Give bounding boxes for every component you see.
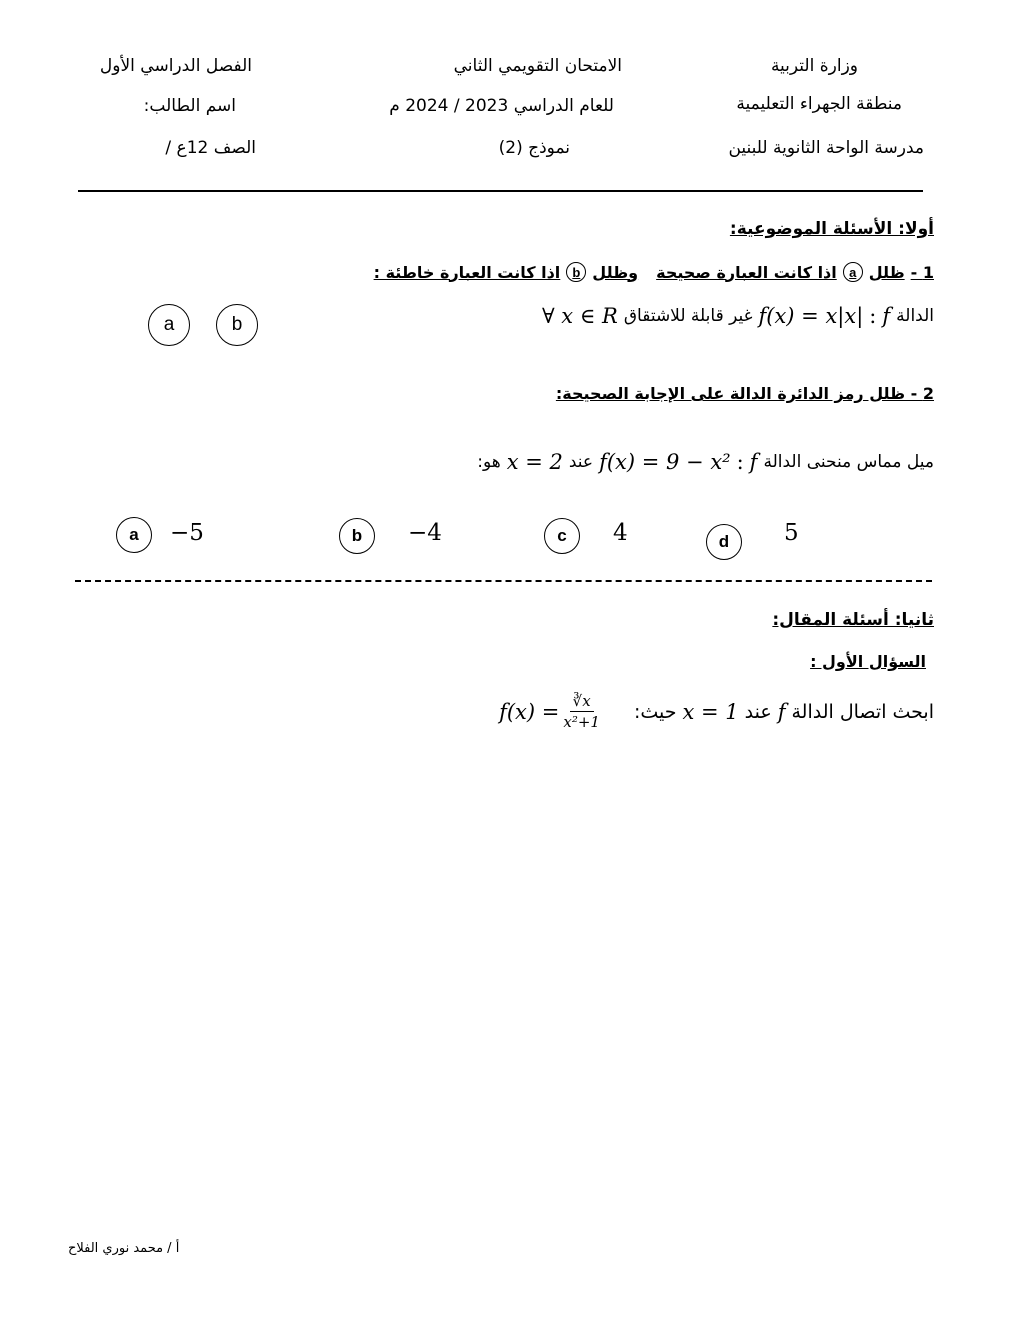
q2-option-d-circle[interactable]: d [706, 524, 742, 560]
q1-expression: f(x) = x|x| [758, 304, 864, 328]
essay-func-var: f [777, 699, 786, 724]
essay-q1-title: السؤال الأول : [810, 652, 926, 671]
q2-func-var: f [749, 450, 758, 474]
q1-choice-b[interactable]: b [216, 304, 258, 346]
header-divider [78, 190, 923, 192]
q2-suffix: هو: [477, 452, 501, 472]
q2-option-a-circle[interactable]: a [116, 517, 152, 553]
q1-false-text: اذا كانت العبارة خاطئة : [373, 262, 561, 282]
q2-option-d-value: 5 [784, 520, 799, 546]
q1-statement [542, 304, 934, 328]
section2-title: ثانيا: أسئلة المقال: [772, 610, 934, 630]
teacher-credit: أ / محمد نوري الفلاح [68, 1241, 180, 1256]
q1-choice-a[interactable]: a [148, 304, 190, 346]
q1-statement-mid: غير قابلة للاشتقاق [623, 306, 753, 326]
q1-instruction [374, 262, 934, 282]
q1-colon: : [869, 304, 877, 328]
exam-model: نموذج (2) [498, 138, 570, 158]
essay-statement-prefix: ابحث اتصال الدالة [791, 700, 934, 723]
essay-numerator: ∛x [570, 692, 594, 712]
essay-denominator: x²+1 [563, 713, 600, 731]
school-name: مدرسة الواحة الثانوية للبنين [728, 138, 924, 158]
ministry-name: وزارة التربية [770, 56, 858, 76]
essay-fraction [563, 692, 600, 731]
student-name-label: اسم الطالب: [143, 96, 236, 116]
essay-q1-statement [499, 692, 934, 731]
q1-statement-prefix: الدالة [896, 306, 934, 326]
q2-option-b-value: −4 [408, 520, 442, 546]
q2-option-a-value: −5 [170, 520, 204, 546]
q1-shade2-text: وظلل [592, 262, 639, 282]
q2-option-c-circle[interactable]: c [544, 518, 580, 554]
q1-func-var: f [882, 304, 891, 328]
q2-statement: ميل مماس منحنى الدالة f : f(x) = 9 − x² عند x = 2 هو: [477, 450, 934, 474]
q2-title [556, 384, 934, 403]
academic-year: للعام الدراسي 2023 / 2024 م [389, 96, 614, 116]
essay-function-definition [499, 692, 604, 731]
section1-title: أولا: الأسئلة الموضوعية: [729, 219, 934, 239]
essay-at: عند [744, 700, 772, 723]
education-zone: منطقة الجهراء التعليمية [736, 94, 902, 114]
q1-number: 1 - [910, 262, 934, 282]
q1-domain: ∀ x ∈ R [541, 304, 618, 328]
essay-lhs: f(x) = [499, 699, 560, 724]
q2-statement-prefix: ميل مماس منحنى الدالة [763, 452, 934, 472]
exam-title: الامتحان التقويمي الثاني [453, 56, 622, 76]
grade-label: الصف 12ع / [165, 138, 256, 158]
q2-point: x = 2 [506, 450, 563, 474]
essay-point: x = 1 [682, 699, 739, 724]
q1-inline-circle-a: a [843, 262, 863, 282]
q2-title-text: 2 - ظلل رمز الدائرة الدالة على الإجابة الصحيحة: [555, 384, 934, 403]
q1-inline-circle-b: b [566, 262, 586, 282]
q2-option-c-value: 4 [613, 520, 628, 546]
q2-at: عند [568, 452, 594, 472]
q1-shade-text: ظلل [868, 262, 905, 282]
section-divider [75, 580, 932, 582]
q2-expression: f(x) = 9 − x² [599, 450, 731, 474]
semester: الفصل الدراسي الأول [99, 56, 252, 76]
essay-where: حيث: [633, 700, 677, 723]
q1-true-text: اذا كانت العبارة صحيحة [656, 262, 837, 282]
q2-option-b-circle[interactable]: b [339, 518, 375, 554]
